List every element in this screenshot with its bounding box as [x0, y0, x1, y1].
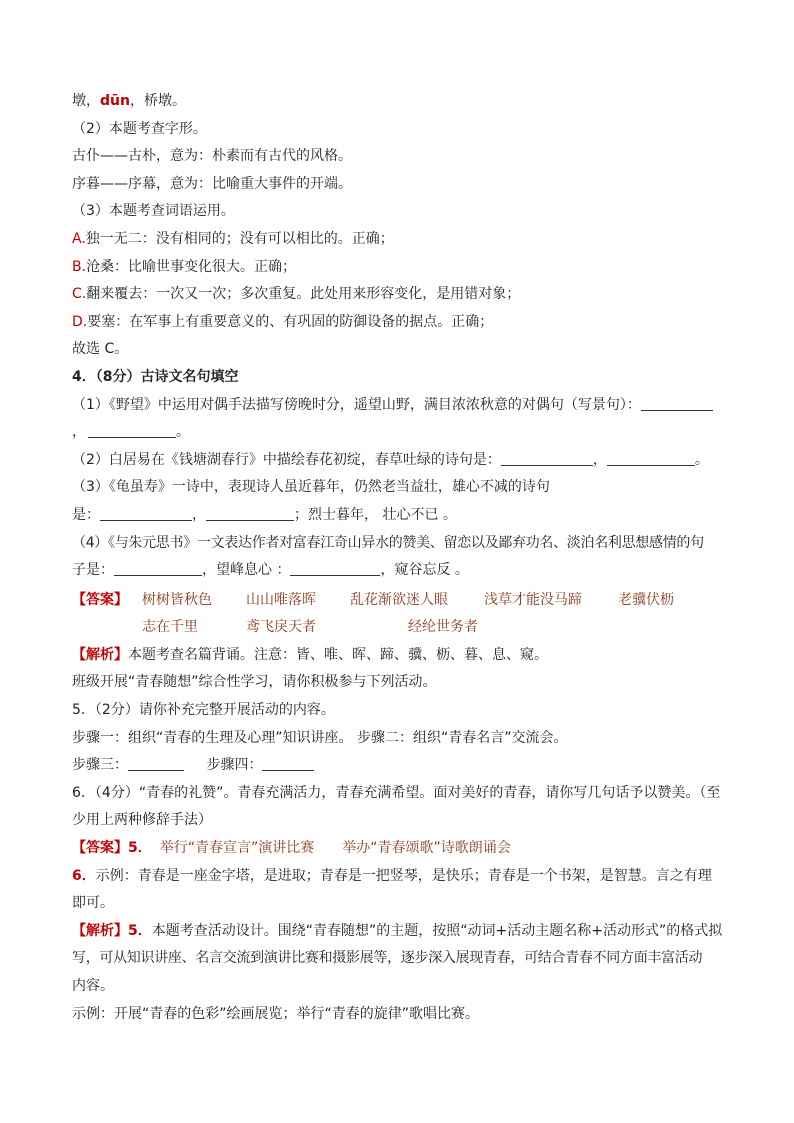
- answer-blank[interactable]: [88, 423, 176, 438]
- answer-blank[interactable]: [206, 506, 294, 521]
- text-line: 内容。: [72, 978, 114, 994]
- answer-item: 志在千里: [142, 619, 198, 636]
- text: 。: [694, 451, 709, 468]
- question-4-3-cont: [72, 502, 732, 530]
- answer-6: [72, 863, 732, 891]
- option-text: 独一无二：没有相同的；没有可以相比的。正确；: [85, 230, 394, 247]
- text: 子是：: [72, 562, 114, 579]
- text: （1）《野望》中运用对偶手法描写傍晚时分，遥望山野，满目浓浓秋意的对偶句（写景句）：: [72, 396, 641, 413]
- option-key: D.: [72, 313, 88, 330]
- question-4-4: （4）《与朱元思书》一文表达作者对富春江奇山异水的赞美、留恋以及鄙弃功名、淡泊名利思想感情的句: [72, 534, 704, 551]
- answer-label: 【答案】: [72, 840, 128, 857]
- question-6: 6．（4分）“青春的礼赞”。青春充满活力，青春充满希望。面对美好的青春，请你写几句话予以赞美。（至: [72, 784, 721, 801]
- text: ，望峰息心 ：: [202, 562, 291, 579]
- answer-row-2: [72, 614, 732, 642]
- answer-blank[interactable]: [114, 561, 202, 576]
- text: 本题考查名篇背诵。注意：皆、唯、晖、蹄、骥、枥、暮、息、窥。: [128, 646, 548, 663]
- question-6-cont: 少用上两种修辞手法）: [72, 812, 212, 829]
- answer-item: 经纶世务者: [408, 619, 478, 636]
- option-key: C.: [72, 286, 87, 303]
- answer-item: 浅草才能没马蹄: [484, 591, 582, 608]
- question-4-4-cont: [72, 557, 732, 585]
- answer-number: 6．: [72, 867, 96, 884]
- option-b: [72, 254, 732, 282]
- text: ，: [192, 506, 206, 523]
- answer-item: 举行“青春宣言”演讲比赛: [159, 840, 315, 857]
- option-a: [72, 226, 732, 254]
- answer-blank[interactable]: [501, 451, 593, 466]
- question-5: 5．（2分）请你补充完整开展活动的内容。: [72, 702, 335, 719]
- answer-row-1: [72, 587, 732, 615]
- option-key: A.: [72, 230, 86, 247]
- text-line: 示例：开展“青春的色彩”绘画展览；举行“青春的旋律”歌唱比赛。: [72, 1005, 480, 1022]
- answer-item: 鸢飞戾天者: [246, 619, 316, 636]
- option-c: [72, 281, 732, 309]
- answer-blank[interactable]: [607, 451, 695, 466]
- option-text: 要塞：在军事上有重要意义的、有巩固的防御设备的据点。正确；: [87, 313, 494, 330]
- answer-blank[interactable]: [100, 506, 192, 521]
- answer-blank[interactable]: [128, 756, 184, 771]
- analysis-label: 【解析】: [72, 922, 128, 939]
- text-line: 写，可从知识讲座、名言交流到演讲比赛和摄影展等，逐步深入展现青春，可结合青春不同方面丰富活动: [72, 950, 703, 967]
- text-line: 班级开展“青春随想”综合性学习，请你积极参与下列活动。: [72, 674, 437, 691]
- text: 步骤三：: [72, 757, 128, 774]
- text: 墩，: [72, 93, 100, 109]
- text: 示例：青春是一座金字塔，是进取；青春是一把竖琴，是快乐；青春是一个书架，是智慧。言之有理: [95, 867, 712, 884]
- text: ，桥墩。: [129, 93, 186, 109]
- answer-label: 【答案】: [72, 591, 128, 608]
- text: （2）白居易在《钱塘湖春行》中描绘春花初绽，春草吐绿的诗句是：: [72, 451, 501, 468]
- text-line: （3）本题考查词语运用。: [72, 203, 235, 220]
- question-4-1: [72, 392, 732, 420]
- text: ，: [72, 424, 86, 441]
- option-text: 翻来覆去：一次又一次；多次重复。此处用来形容变化，是用错对象；: [86, 286, 521, 303]
- text-line: （2）本题考查字形。: [72, 120, 207, 137]
- text-line: 序暮——序幕，意为：比喻重大事件的开端。: [72, 175, 352, 192]
- answer-item: 举办“青春颂歌”诗歌朗诵会: [342, 840, 511, 857]
- answer-item: 乱花渐欲迷人眼: [350, 591, 448, 608]
- option-key: B.: [72, 258, 87, 275]
- question-4-1-cont: [72, 419, 732, 447]
- analysis-label: 【解析】: [72, 646, 128, 663]
- answer-blank[interactable]: [290, 561, 380, 576]
- pinyin: dūn: [100, 93, 130, 109]
- answer-item: 老骥伏枥: [618, 591, 674, 608]
- document-page: [72, 88, 732, 1028]
- text-line: 故选 C。: [72, 341, 129, 358]
- analysis-2: [72, 918, 732, 946]
- text: ；烈士暮年， 壮心不已 。: [294, 506, 457, 523]
- answer-6-cont: 即可。: [72, 895, 114, 912]
- text-line: 古仆——古朴，意为：朴素而有古代的风格。: [72, 148, 352, 165]
- answer-2: [72, 835, 732, 863]
- answer-item: 山山唯落晖: [246, 591, 316, 608]
- text: 步骤四：: [206, 757, 263, 774]
- answer-item: 树树皆秋色: [142, 591, 212, 608]
- text: 。: [176, 424, 190, 441]
- option-text: 沧桑：比喻世事变化很大。正确；: [86, 258, 297, 275]
- text: 本题考查活动设计。围绕“青春随想”的主题，按照“动词+活动主题名称+活动形式”的格式拟: [151, 922, 723, 939]
- question-4-3: （3）《龟虽寿》一诗中，表现诗人虽近暮年，仍然老当益壮，雄心不减的诗句: [72, 479, 550, 496]
- option-d: [72, 309, 732, 337]
- analysis-1: [72, 642, 732, 670]
- text-line: [72, 88, 732, 116]
- question-4-heading: 4．（8分）古诗文名句填空: [72, 368, 239, 385]
- answer-number: 5．: [128, 840, 152, 857]
- analysis-number: 5．: [128, 922, 152, 939]
- question-4-2: [72, 447, 732, 475]
- answer-blank[interactable]: [262, 756, 314, 771]
- text: ，: [592, 451, 607, 468]
- question-5-steps: 步骤一：组织“青春的生理及心理”知识讲座。 步骤二：组织“青春名言”交流会。: [72, 729, 568, 746]
- text: 是：: [72, 506, 100, 523]
- text: ，窥谷忘反 。: [380, 562, 469, 579]
- question-5-steps-cont: [72, 752, 732, 780]
- answer-blank[interactable]: [641, 396, 713, 411]
